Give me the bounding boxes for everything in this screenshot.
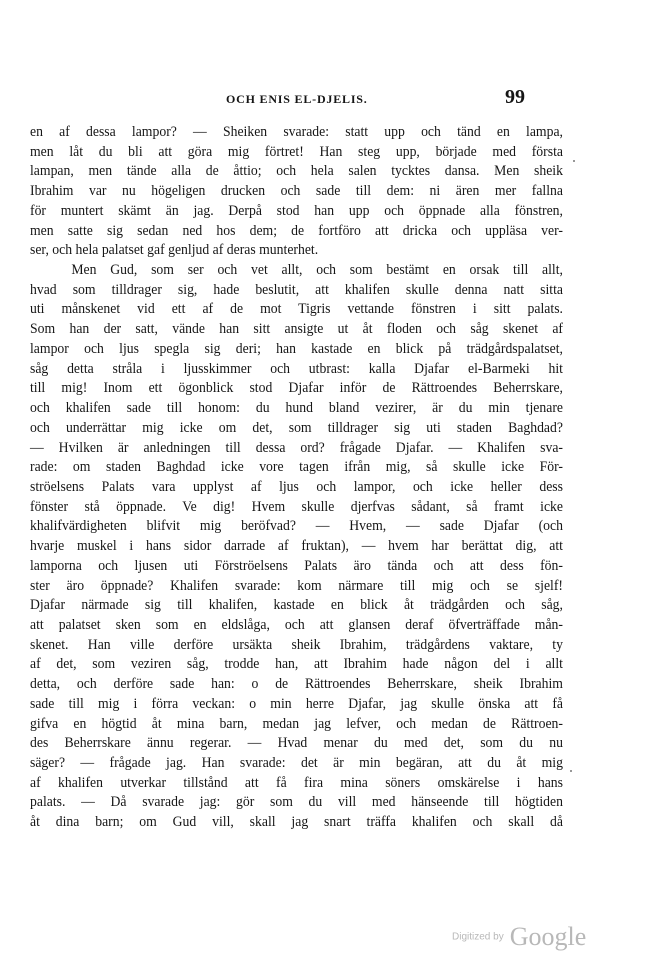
text-line: af khalifen utverkar tillstånd att få fira mina söners omskärelse i hans (30, 774, 563, 791)
text-line: Som han der satt, vände han sitt ansigte ut åt floden och såg skenet af (30, 321, 563, 338)
text-line: såg detta stråla i ljusskimmer och utbrast: kalla Djafar el-Barmeki hit (30, 360, 563, 377)
body-text (30, 123, 563, 833)
text-line: ströelsens Palats vara upplyst af ljus och lampor, och icke heller dess (30, 478, 563, 495)
text-line: — Hvilken är anledningen till dessa ord? frågade Djafar. — Khalifen sva- (30, 439, 563, 456)
running-head: OCH ENIS EL-DJELIS. (226, 92, 368, 106)
google-logo: Google (509, 922, 587, 951)
scan-speck (570, 770, 572, 772)
text-line: en af dessa lampor? — Sheiken svarade: statt upp och tänd en lampa, (30, 124, 563, 140)
text-line: rade: om staden Baghdad icke vore tagen ifrån mig, så skulle icke För- (30, 459, 563, 476)
text-line: Ibrahim var nu högeligen drucken och sade till dem: ni ären mer fallna (30, 183, 563, 200)
text-line: och khalifen sade till honom: du hund bland vezirer, är du min tjenare (30, 400, 563, 417)
text-line: khalifvärdigheten blifvit mig beröfvad? — Hvem, — sade Djafar (och (30, 518, 563, 535)
text-line: men låt du bli att göra mig förtret! Han steg upp, började med första (30, 143, 563, 160)
text-line: till mig! Inom ett ögonblick stod Djafar inför de Rättroendes Beherrskare, (30, 380, 563, 397)
text-line: uti månskenet vid ett af de mot Tigris vettande fönstren i sitt palats. (30, 301, 563, 318)
text-line: detta, och derföre sade han: o de Rättroendes Beherrskare, sheik Ibrahim (30, 676, 563, 693)
text-line: åt dina barn; om Gud vill, skall jag snart träffa khalifen och skall då (30, 814, 563, 831)
text-line: ser, och hela palatset gaf genljud af deras munterhet. (30, 242, 319, 259)
page-number: 99 (505, 86, 525, 108)
text-line: lampor och ljus spegla sig deri; han kastade en blick på trädgårdspalatset, (30, 340, 563, 357)
text-line: och underrättar mig icke om det, som tilldrager sig uti staden Baghdad? (30, 419, 563, 436)
text-line: hvad som tilldrager sig, hade beslutit, att khalifen skulle denna natt sitta (30, 281, 563, 298)
text-line: lamporna och ljusen uti Förströelsens Palats äro tända och att dess fön- (30, 557, 563, 574)
text-line: gifva en högtid åt mina barn, medan jag lefver, och medan de Rättroen- (30, 715, 563, 732)
text-line: hvarje muskel i hans sidor darrade af fruktan), — hvem har berättat dig, att (30, 538, 563, 555)
text-line: palats. — Då svarade jag: gör som du vill med hänseende till högtiden (30, 794, 563, 811)
text-line: ster äro öppnade? Khalifen svarade: kom närmare till mig och se sjelf! (30, 577, 563, 594)
text-line: att palatset sken som en eldslåga, och att glansen deraf öfverträffade mån- (30, 616, 563, 633)
scan-speck (573, 160, 575, 162)
text-line: Men Gud, som ser och vet allt, och som bestämt en orsak till allt, (71, 262, 563, 279)
text-line: säger? — frågade jag. Han svarade: det är min begäran, att du åt mig (30, 755, 563, 771)
text-line: fönster stå öppnade. Ve dig! Hvem skulle djerfvas sådant, så framt icke (30, 498, 563, 515)
text-line: Djafar närmade sig till khalifen, kastade en blick åt trädgården och såg, (30, 597, 563, 614)
text-line: lampan, men tände alla de åttio; och hela salen tycktes dansa. Men sheik (30, 163, 563, 180)
digitized-watermark (452, 922, 586, 952)
text-line: sade till mig i förra veckan: o min herre Djafar, jag skulle önska att få (30, 695, 563, 712)
text-line: för muntert skämt än jag. Derpå stod han upp och öppnade alla fönstren, (30, 202, 563, 219)
text-line: skenet. Han ville derföre ursäkta sheik Ibrahim, trädgårdens vaktare, ty (30, 636, 563, 653)
digitized-by-text: Digitized by (452, 931, 504, 943)
text-line: men satte sig sedan ned hos dem; de fortföro att dricka och uppläsa ver- (30, 222, 563, 239)
text-line: af det, som veziren såg, trodde han, att Ibrahim hade någon del i allt (30, 656, 563, 673)
text-line: des Beherrskare ännu regerar. — Hvad menar du med det, som du nu (30, 735, 563, 752)
